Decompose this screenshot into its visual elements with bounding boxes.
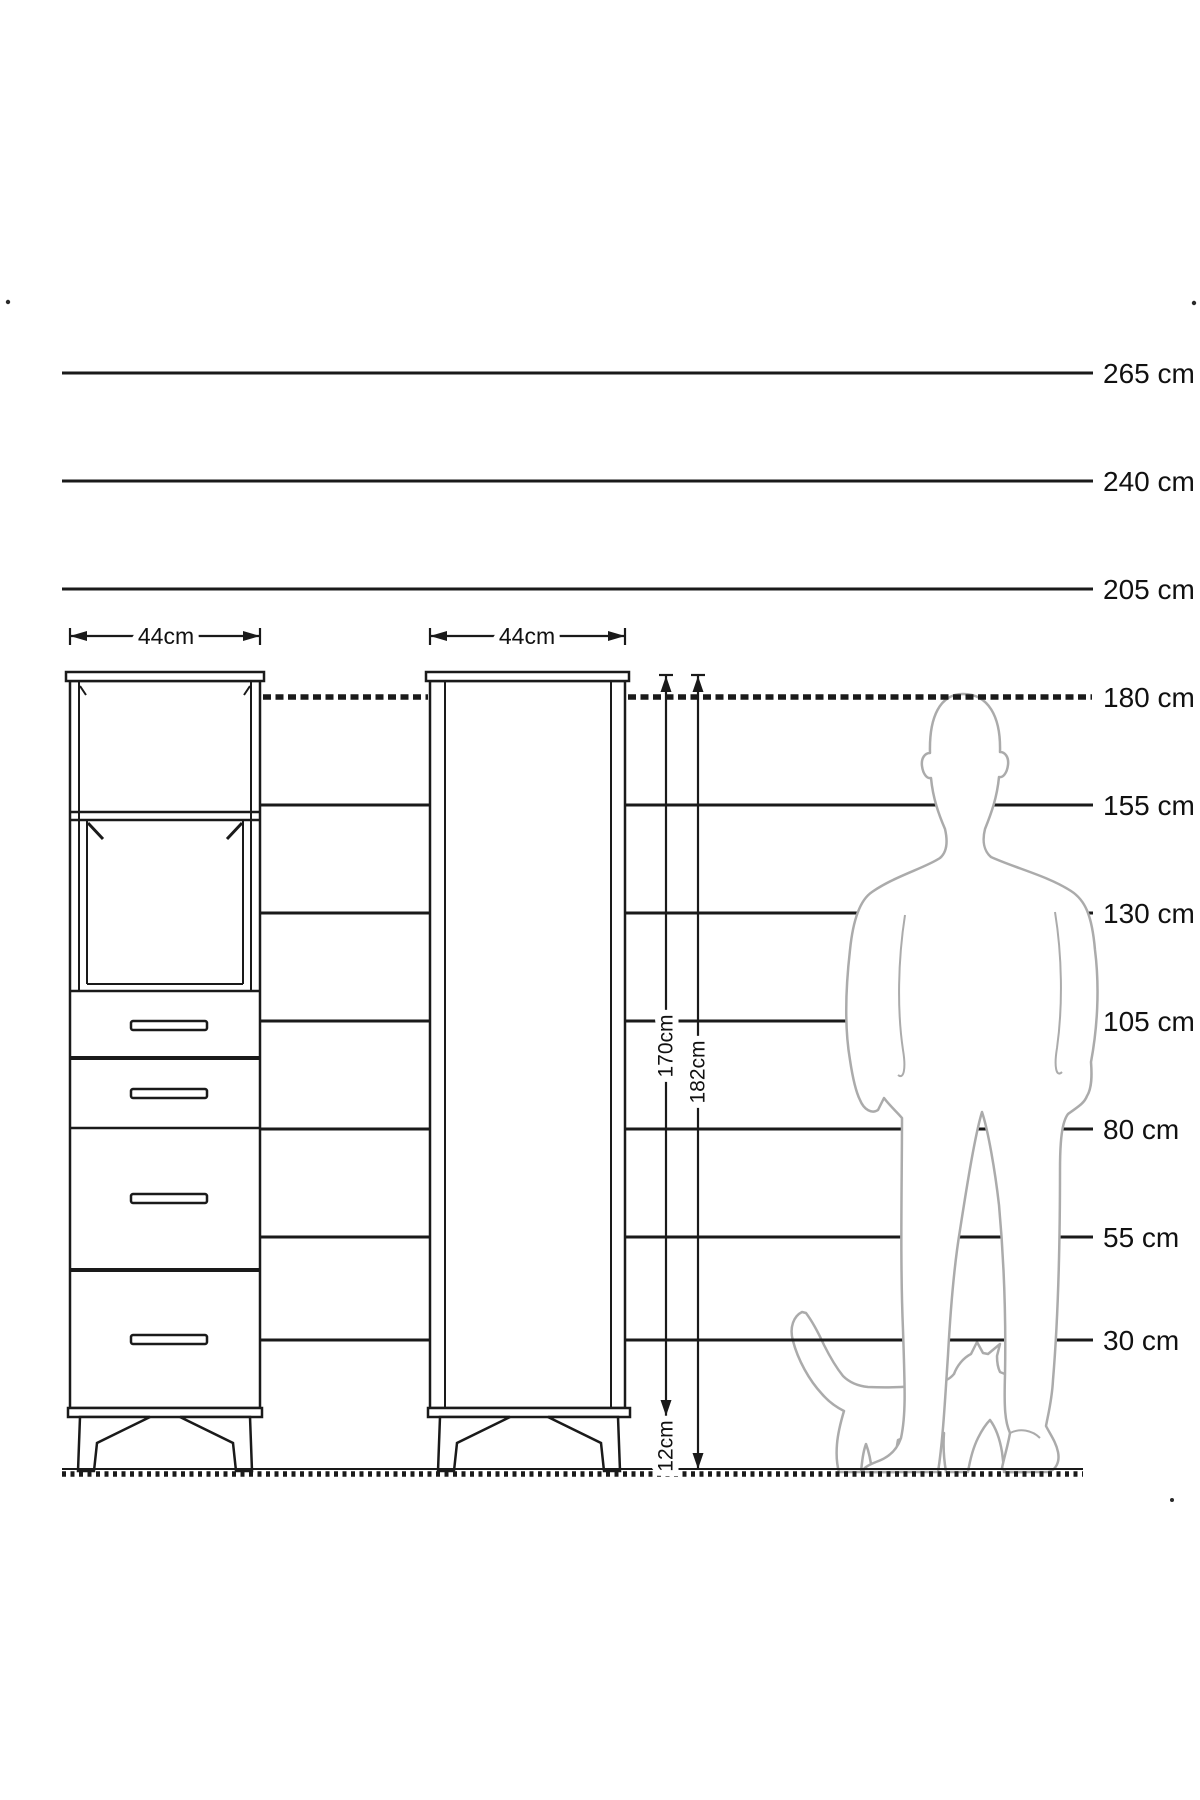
cabinet1-leg-right [180,1417,252,1471]
drawer-handle-2 [131,1089,207,1098]
scale-label-105: 105 cm [1103,1006,1195,1037]
scale-label-265: 265 cm [1103,358,1195,389]
cabinet1-body [70,681,260,1408]
dim-label-cabinet2-width: 44cm [498,623,556,649]
cabinet-with-drawers [66,672,264,1471]
scale-label-180: 180 cm [1103,682,1195,713]
cabinet1-top-panel [66,672,264,681]
cabinet1-leg-left [78,1417,150,1471]
dim-label-total-height: 182cm [686,1040,710,1104]
dim-cabinet1-width [70,623,260,649]
dim-leg-height [655,1420,678,1471]
cabinet2-top-panel [426,672,629,681]
dim-total-height [687,675,710,1469]
drawer-handle-4 [131,1335,207,1344]
cabinet2-body [430,681,625,1408]
speck-top-right [1192,301,1196,305]
scale-label-240: 240 cm [1103,466,1195,497]
dim-cabinet2-width [430,623,625,649]
cabinet2-plinth [428,1408,630,1417]
scale-label-130: 130 cm [1103,898,1195,929]
scale-label-155: 155 cm [1103,790,1195,821]
dim-carcass-height [655,675,678,1416]
cabinet2-leg-left [438,1417,510,1471]
dim-label-cabinet1-width: 44cm [137,623,195,649]
drawer-handle-3 [131,1194,207,1203]
drawer-handle-1 [131,1021,207,1030]
dim-label-leg-height: 12cm [654,1420,678,1472]
tall-cabinet [426,672,630,1471]
scale-label-55: 55 cm [1103,1222,1180,1253]
speck-top-left [6,300,10,304]
speck-bottom-right [1170,1498,1174,1502]
scale-labels [1103,358,1195,1356]
dim-label-carcass-height: 170cm [654,1014,678,1078]
cabinet1-plinth [68,1408,262,1417]
scale-label-80: 80 cm [1103,1114,1180,1145]
cabinet2-leg-right [548,1417,620,1471]
scale-label-30: 30 cm [1103,1325,1180,1356]
scale-label-205: 205 cm [1103,574,1195,605]
